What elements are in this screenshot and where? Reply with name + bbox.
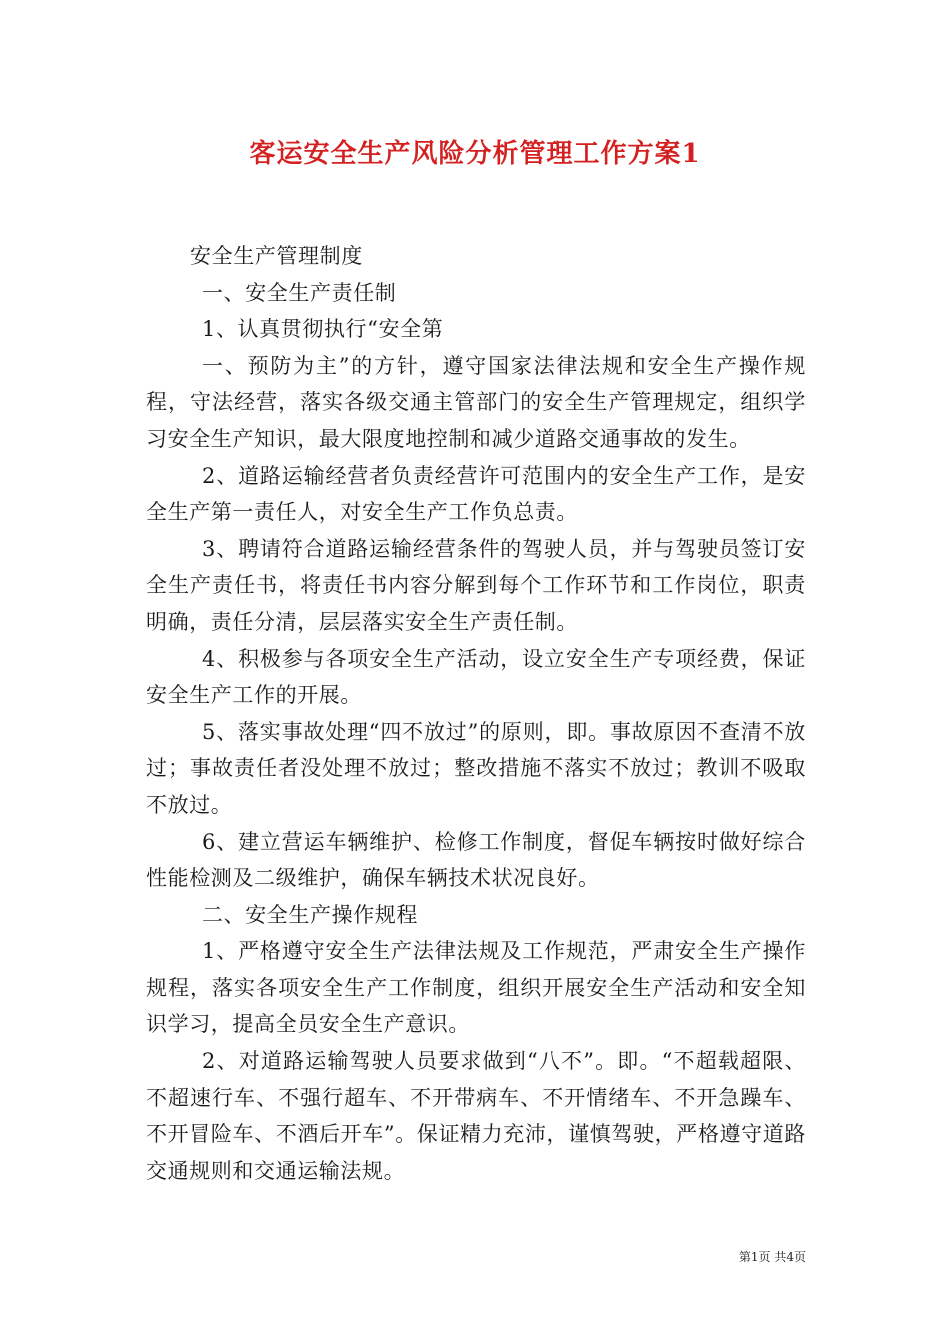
paragraph: 4、积极参与各项安全生产活动，设立安全生产专项经费，保证安全生产工作的开展。: [146, 646, 806, 708]
paragraph: 一、预防为主”的方针，遵守国家法律法规和安全生产操作规程，守法经营，落实各级交通主管部门的安全生产管理规定，组织学习安全生产知识，最大限度地控制和减少道路交通事故的发生。: [146, 353, 806, 451]
paragraph: 2、对道路运输驾驶人员要求做到“八不”。即。“不超载超限、不超速行车、不强行超车、不开带病车、不开情绪车、不开急躁车、不开冒险车、不酒后开车”。保证精力充沛，谨慎驾驶，严格遵守道路交通规则和交通运输法规。: [146, 1049, 806, 1183]
page-footer: 第1页 共4页: [738, 1250, 806, 1264]
document-title: 客运安全生产风险分析管理工作方案1: [249, 139, 701, 169]
paragraph: 安全生产管理制度: [190, 244, 363, 268]
paragraph: 6、建立营运车辆维护、检修工作制度，督促车辆按时做好综合性能检测及二级维护，确保车辆技术状况良好。: [146, 829, 806, 891]
paragraph: 3、聘请符合道路运输经营条件的驾驶人员，并与驾驶员签订安全生产责任书，将责任书内容分解到每个工作环节和工作岗位，职责明确，责任分清，层层落实安全生产责任制。: [146, 536, 806, 634]
paragraph: 5、落实事故处理“四不放过”的原则，即。事故原因不查清不放过；事故责任者没处理不放过；整改措施不落实不放过；教训不吸取不放过。: [146, 719, 806, 817]
paragraph: 2、道路运输经营者负责经营许可范围内的安全生产工作，是安全生产第一责任人，对安全生产工作负总责。: [146, 463, 806, 525]
paragraph: 一、安全生产责任制: [202, 280, 397, 305]
paragraph: 1、认真贯彻执行“安全第: [202, 317, 444, 342]
document-body: [146, 238, 806, 1189]
paragraph: 二、安全生产操作规程: [202, 902, 418, 927]
paragraph: 1、严格遵守安全生产法律法规及工作规范，严肃安全生产操作规程，落实各项安全生产工作制度，组织开展安全生产活动和安全知识学习，提高全员安全生产意识。: [146, 939, 806, 1037]
